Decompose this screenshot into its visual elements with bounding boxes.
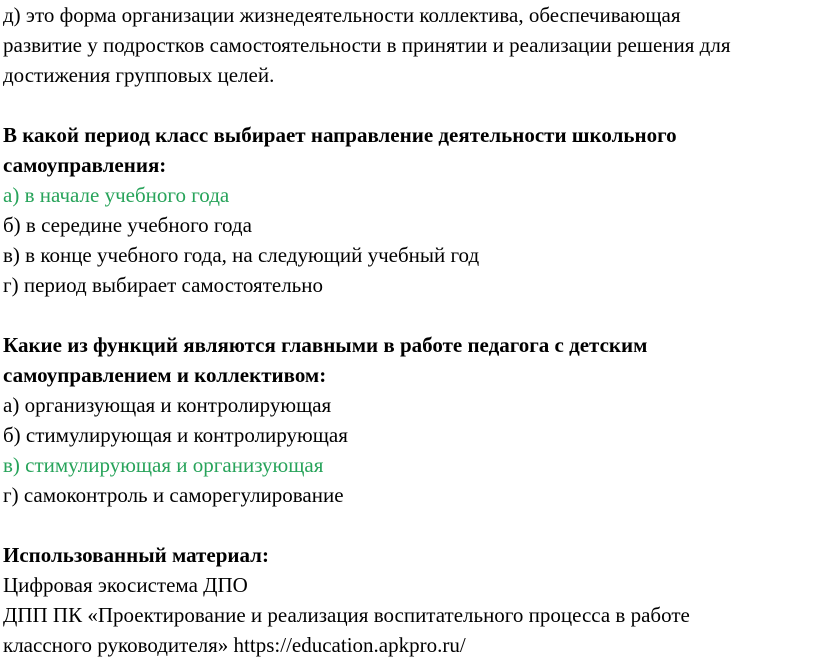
document-page (3, 0, 813, 660)
sources-section (3, 540, 813, 660)
question-1 (3, 120, 813, 300)
answer-option: б) в середине учебного года (3, 213, 252, 237)
question-text: Какие из функций являются главными в работе педагога с детским (3, 333, 648, 357)
answer-option: а) организующая и контролирующая (3, 393, 332, 417)
intro-paragraph (3, 0, 813, 90)
question-text: В какой период класс выбирает направление деятельности школьного (3, 123, 677, 147)
spacer (3, 300, 813, 330)
sources-heading: Использованный материал: (3, 543, 269, 567)
answer-option: г) самоконтроль и саморегулирование (3, 483, 344, 507)
answer-option-correct: в) стимулирующая и организующая (3, 453, 324, 477)
source-line: Цифровая экосистема ДПО (3, 573, 248, 597)
question-2 (3, 330, 813, 510)
spacer (3, 510, 813, 540)
source-line: ДПП ПК «Проектирование и реализация воспитательного процесса в работе (3, 603, 690, 627)
answer-option-correct: а) в начале учебного года (3, 183, 230, 207)
answer-option: в) в конце учебного года, на следующий учебный год (3, 243, 480, 267)
answer-option: б) стимулирующая и контролирующая (3, 423, 348, 447)
answer-option: г) период выбирает самостоятельно (3, 273, 323, 297)
spacer (3, 90, 813, 120)
intro-line: достижения групповых целей. (3, 63, 275, 87)
intro-line: развитие у подростков самостоятельности в принятии и реализации решения для (3, 33, 731, 57)
source-line: классного руководителя» https://education.apkpro.ru/ (3, 633, 466, 657)
question-text: самоуправлением и коллективом: (3, 363, 327, 387)
intro-line: д) это форма организации жизнедеятельности коллектива, обеспечивающая (3, 3, 681, 27)
question-text: самоуправления: (3, 153, 167, 177)
